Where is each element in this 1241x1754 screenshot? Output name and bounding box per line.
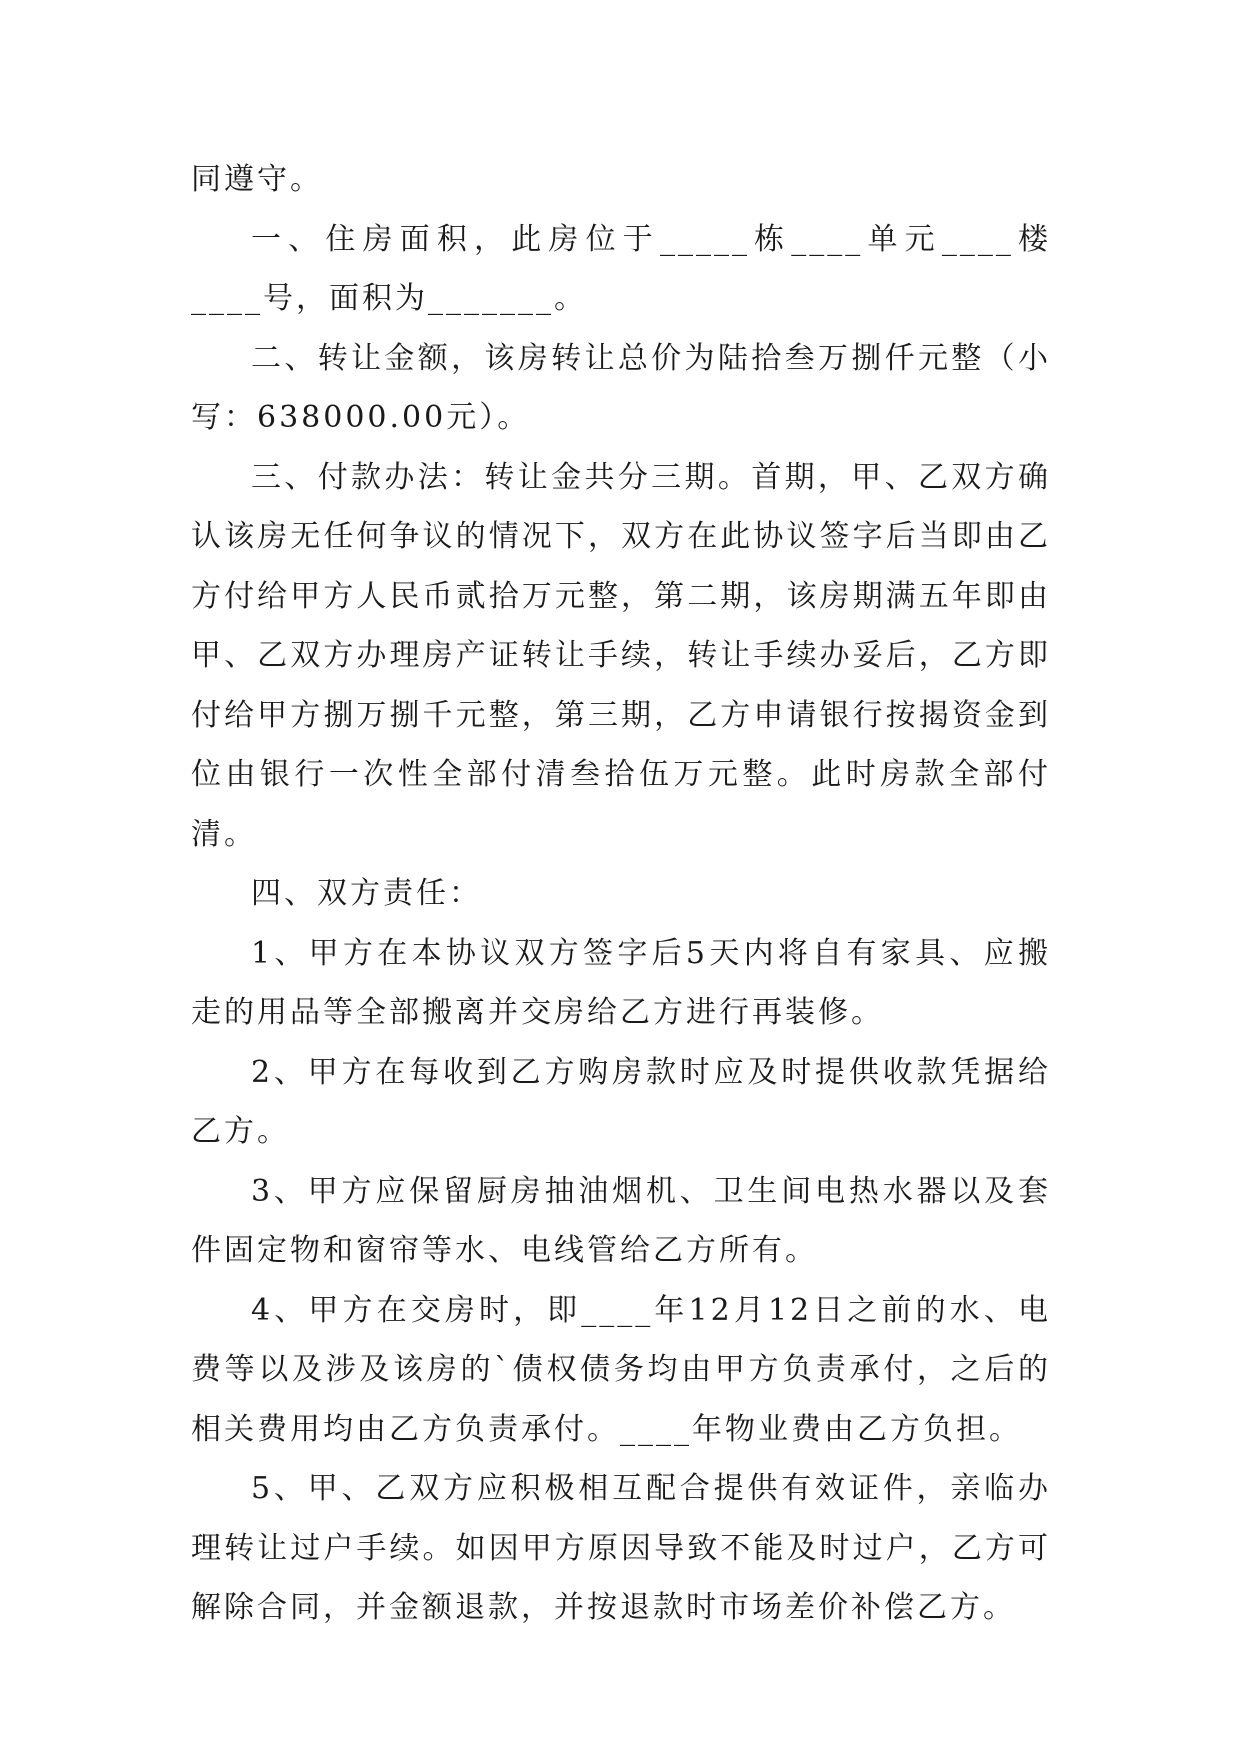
paragraph-clause-5: 5、甲、乙双方应积极相互配合提供有效证件，亲临办理转让过户手续。如因甲方原因导致不能及时过户，乙方可解除合同，并金额退款，并按退款时市场差价补偿乙方。 xyxy=(191,1471,1051,1625)
paragraph-responsibilities-heading: 四、双方责任： xyxy=(251,876,482,911)
document-page xyxy=(191,150,1051,1638)
paragraph-continuation: 同遵守。 xyxy=(191,162,323,197)
paragraph-transfer-amount: 二、转让金额，该房转让总价为陆拾叁万捌仟元整（小写：638000.00元）。 xyxy=(191,340,1051,435)
paragraph-clause-4: 4、甲方在交房时，即____年12月12日之前的水、电费等以及涉及该房的`债权债务均由甲方负责承付，之后的相关费用均由乙方负责承付。____年物业费由乙方负担。 xyxy=(191,1292,1051,1447)
paragraph-clause-2: 2、甲方在每收到乙方购房款时应及时提供收款凭据给乙方。 xyxy=(191,1054,1051,1149)
paragraph-clause-1: 1、甲方在本协议双方签字后5天内将自有家具、应搬走的用品等全部搬离并交房给乙方进行再装修。 xyxy=(191,935,1051,1030)
paragraph-clause-3: 3、甲方应保留厨房抽油烟机、卫生间电热水器以及套件固定物和窗帘等水、电线管给乙方所有。 xyxy=(191,1173,1051,1268)
paragraph-payment-method: 三、付款办法：转让金共分三期。首期，甲、乙双方确认该房无任何争议的情况下，双方在此协议签字后当即由乙方付给甲方人民币贰拾万元整，第二期，该房期满五年即由甲、乙双方办理房产证转让手续，转让手续办妥后，乙方即付给甲方捌万捌千元整，第三期，乙方申请银行按揭资金到位由银行一次性全部付清叁拾伍万元整。此时房款全部付清。 xyxy=(191,459,1051,852)
paragraph-housing-area: 一、住房面积，此房位于_____栋____单元____楼____号，面积为_______。 xyxy=(191,221,1051,316)
